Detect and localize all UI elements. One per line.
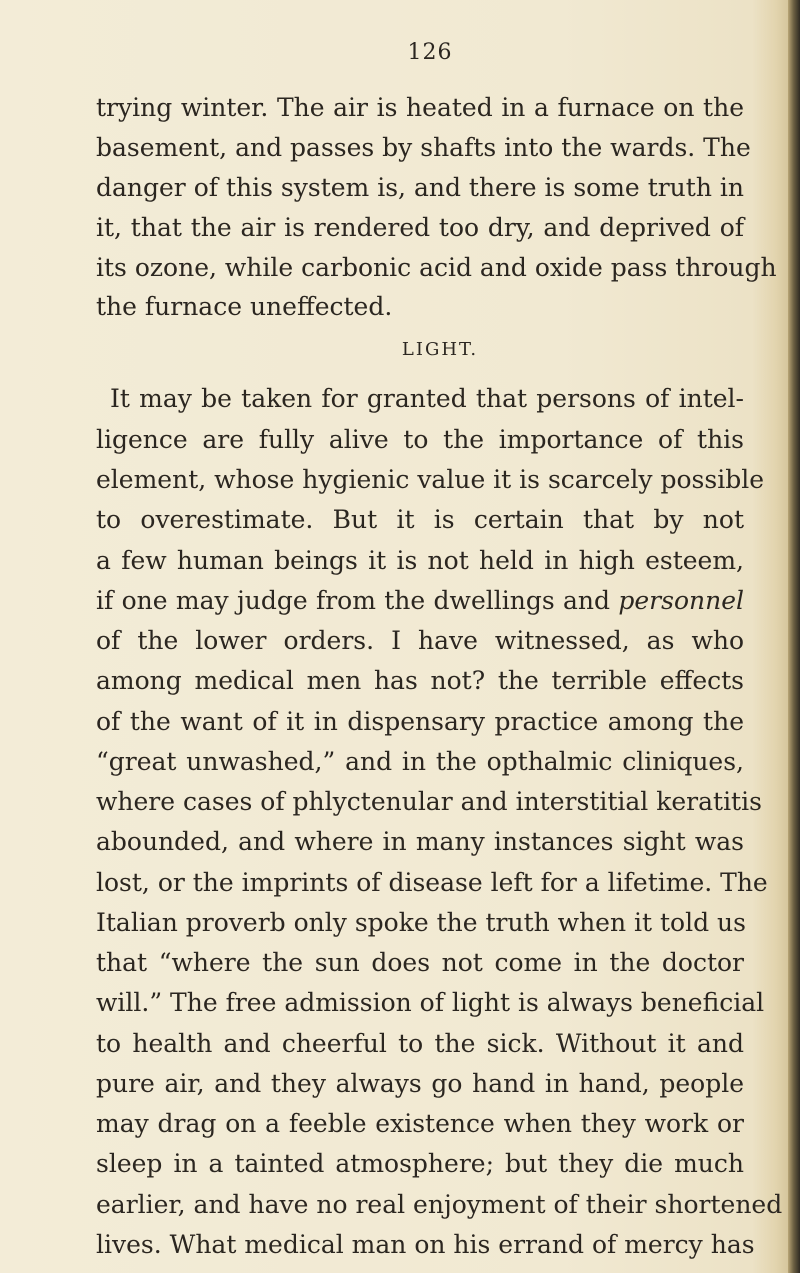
text-line: it, that the air is rendered too dry, and deprived of (96, 213, 744, 242)
text-line: pure air, and they always go hand in hand, people (96, 1069, 744, 1098)
text-line: among medical men has not? the terrible effects (96, 666, 744, 695)
text-line: may drag on a feeble existence when they work or (96, 1109, 744, 1138)
text-line: lost, or the imprints of disease left for a lifetime. The (96, 868, 768, 897)
page-number: 126 (407, 40, 453, 65)
text-line: its ozone, while carbonic acid and oxide pass through (96, 253, 777, 282)
section-heading: LIGHT. (401, 339, 479, 360)
text-line: where cases of phlyctenular and interstitial keratitis (96, 787, 762, 816)
text-line (96, 581, 744, 621)
text-line: basement, and passes by shafts into the wards. The (96, 133, 751, 162)
text-line: of the lower orders. I have witnessed, as who (96, 626, 744, 655)
text-line: that “where the sun does not come in the doctor (96, 948, 744, 977)
text-line: “great unwashed,” and in the opthalmic cliniques, (96, 747, 744, 776)
page-binding-edge (788, 0, 800, 1273)
text-line: of the want of it in dispensary practice among the (96, 707, 744, 736)
text-line: sleep in a tainted atmosphere; but they die much (96, 1149, 744, 1178)
text-span: if one may judge from the dwellings and (96, 586, 619, 615)
text-line: danger of this system is, and there is some truth in (96, 173, 744, 202)
text-line: trying winter. The air is heated in a furnace on the (96, 93, 744, 122)
text-line: earlier, and have no real enjoyment of their shortened (96, 1190, 783, 1219)
text-line: ligence are fully alive to the importance of this (96, 425, 744, 454)
text-line: It may be taken for granted that persons of intel- (110, 384, 744, 413)
text-line: will.” The free admission of light is always beneficial (96, 988, 765, 1017)
text-line: a few human beings it is not held in high esteem, (96, 546, 744, 575)
text-line: Italian proverb only spoke the truth when it told us (96, 908, 746, 937)
italic-word: personnel (618, 586, 744, 615)
text-line: lives. What medical man on his errand of mercy has (96, 1230, 755, 1259)
text-line: element, whose hygienic value it is scarcely possible (96, 465, 764, 494)
text-line: abounded, and where in many instances sight was (96, 827, 744, 856)
text-line: to overestimate. But it is certain that by not (96, 505, 744, 534)
text-line: the furnace uneffected. (96, 292, 393, 321)
text-line: to health and cheerful to the sick. Without it and (96, 1029, 744, 1058)
